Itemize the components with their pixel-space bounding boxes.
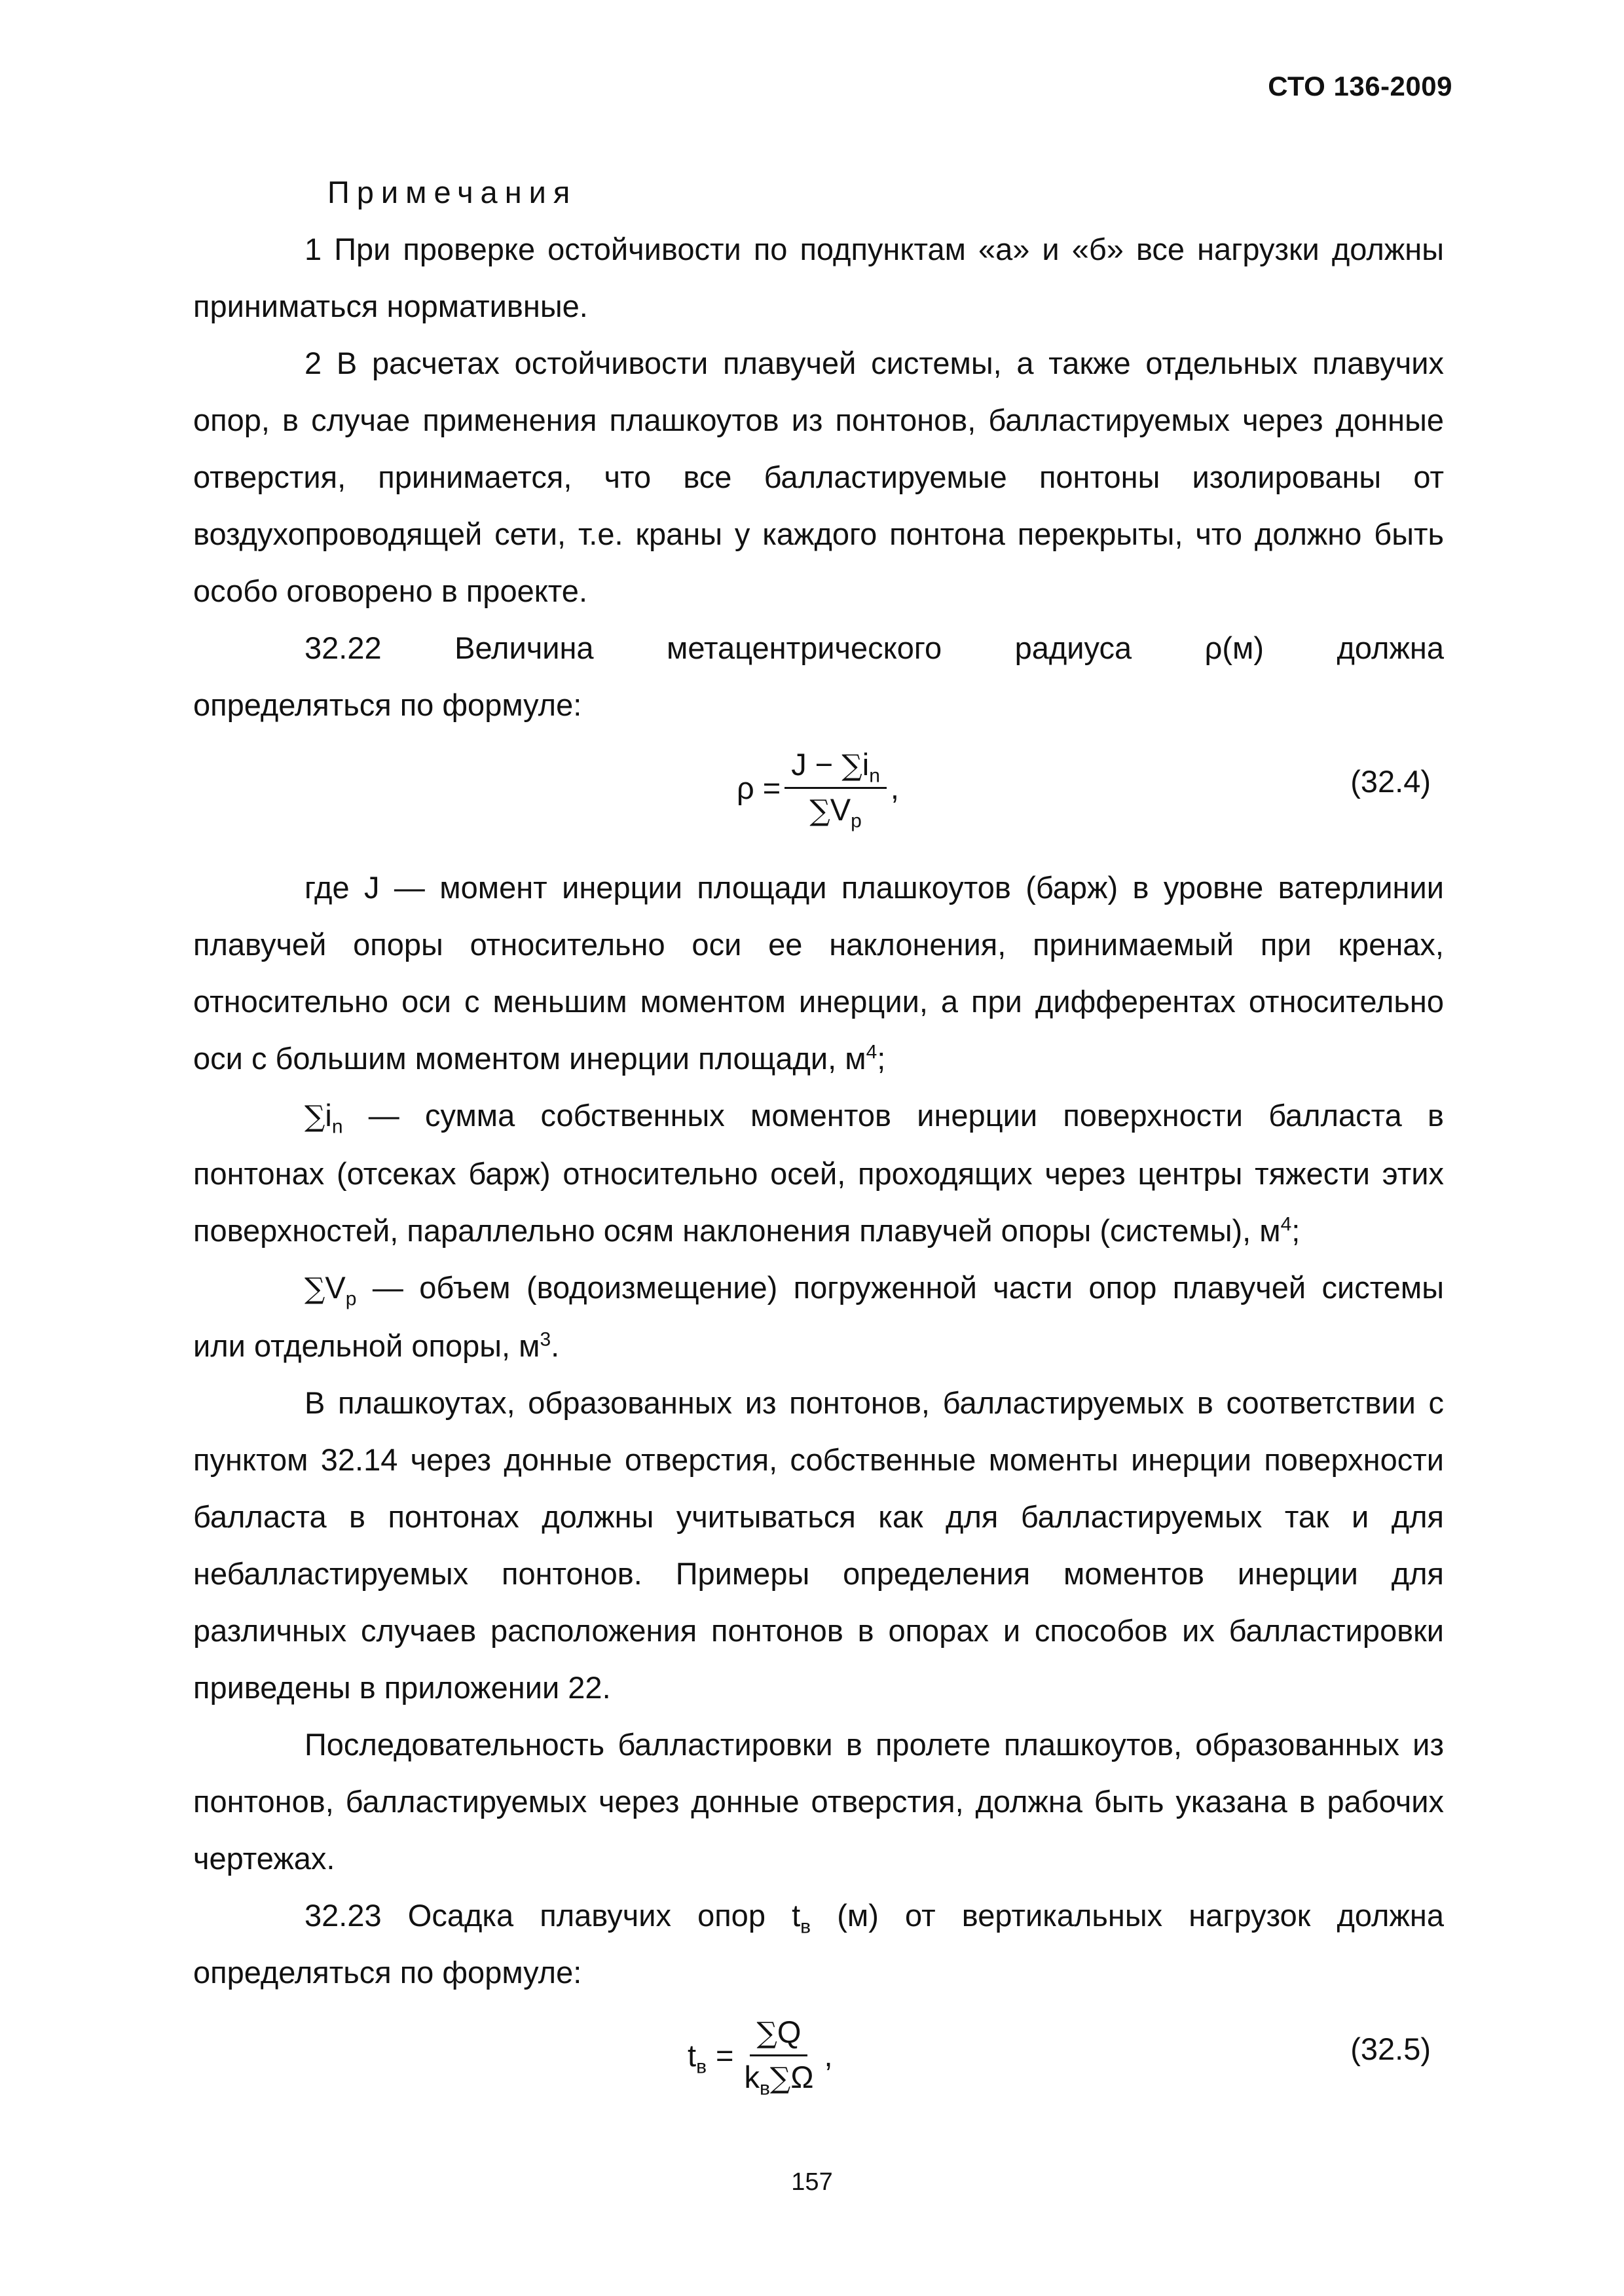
formula-32-4-comma: ,	[890, 771, 899, 805]
note-2: 2 В расчетах остойчивости плавучей системы, а также отдельных плавучих опор, в случае применения плашкоутов из понтонов, балластируемых через донные отверстия, принимается, что все балластируемые понтоны изолированы от воздухопроводящей сети, т.е. краны у каждого понтона перекрыты, что должно быть особо оговорено в проекте.	[193, 346, 1444, 608]
where-v-sup: 3	[540, 1328, 551, 1351]
where-i-tail: ;	[1291, 1213, 1301, 1248]
where-i-symbol: i	[325, 1098, 332, 1133]
formula-32-5-k-sub: в	[759, 2077, 770, 2100]
page-number: 157	[791, 2168, 833, 2196]
formula-32-5-k: k	[744, 2060, 760, 2094]
sigma-symbol: ∑	[769, 2062, 791, 2095]
formula-32-5-omega: Ω	[790, 2060, 814, 2094]
formula-32-5-denominator	[737, 2056, 820, 2098]
clause-32-23	[193, 1887, 1444, 2001]
formula-32-4-lhs: ρ =	[737, 771, 781, 805]
sigma-symbol: ∑	[304, 1100, 325, 1133]
paragraph-sequence: Последовательность балластировки в пролете плашкоутов, образованных из понтонов, балластируемых через донные отверстия, должна быть указана в рабочих чертежах.	[193, 1727, 1444, 1876]
where-j-tail: ;	[877, 1041, 886, 1076]
where-i-text: — сумма собственных моментов инерции поверхности балласта в понтонах (отсеках барж) относительно осей, проходящих через центры тяжести этих поверхностей, параллельно осям наклонения плавучей опоры (системы), м	[193, 1098, 1444, 1248]
where-i-definition	[193, 1087, 1444, 1259]
paragraph-pontoons: В плашкоутах, образованных из понтонов, балластируемых в соответствии с пунктом 32.14 через донные отверстия, собственные моменты инерции поверхности балласта в понтонах должны учитываться как для балластируемых так и для небалластируемых понтонов. Примеры определения моментов инерции для различных случаев расположения понтонов в опорах и способов их балластировки приведены в приложении 22.	[193, 1385, 1444, 1705]
sigma-symbol: ∑	[841, 749, 862, 782]
notes-title: Примечания	[327, 175, 578, 210]
formula-32-5-numerator	[750, 2013, 807, 2056]
formula-32-4-fraction	[784, 745, 887, 831]
formula-32-5-expression	[688, 2013, 833, 2098]
document-header-id: СТО 136-2009	[1268, 71, 1452, 101]
formula-32-5-lhs	[688, 2027, 707, 2084]
document-body	[193, 164, 1444, 2126]
sigma-symbol: ∑	[304, 1272, 325, 1305]
formula-32-4-number: (32.4)	[1350, 764, 1431, 799]
formula-32-5-t-sub: в	[696, 2056, 707, 2078]
clause-32-23-post: (м) от вертикальных нагрузок должна определяться по формуле:	[193, 1898, 1444, 1990]
formula-32-4-num-sub: n	[869, 765, 880, 787]
formula-32-5	[193, 2006, 1444, 2116]
clause-32-22-line2: определяться по формуле:	[193, 687, 582, 722]
formula-32-5-q: Q	[777, 2014, 802, 2049]
formula-32-5-fraction	[737, 2013, 820, 2098]
clause-32-23-pre: 32.23 Осадка плавучих опор t	[304, 1898, 801, 1933]
where-j-definition	[193, 859, 1444, 1087]
where-v-sub: p	[345, 1288, 357, 1310]
sigma-symbol: ∑	[809, 794, 830, 828]
formula-32-5-comma: ,	[824, 2038, 833, 2073]
formula-32-4-den-sub: p	[851, 810, 862, 832]
formula-32-4-denominator	[803, 789, 868, 831]
clause-32-23-sub: в	[800, 1916, 811, 1938]
formula-32-4-numerator	[784, 745, 887, 789]
where-v-tail: .	[551, 1328, 560, 1363]
formula-32-4-num-i: i	[862, 747, 870, 782]
where-v-definition	[193, 1259, 1444, 1374]
formula-32-4-den-v: V	[830, 792, 851, 827]
where-v-symbol: V	[325, 1270, 346, 1305]
where-i-sup: 4	[1280, 1213, 1292, 1235]
clause-32-22-line1: 32.22 Величина метацентрического радиуса ρ(м) должна	[304, 630, 1444, 665]
where-j-text: где J — момент инерции площади плашкоутов (барж) в уровне ватерлинии плавучей опоры относительно оси ее наклонения, принимаемый при кренах, относительно оси с меньшим моментом инерции, а при дифферентах относительно оси с большим моментом инерции площади, м	[193, 870, 1444, 1076]
where-v-text: — объем (водоизмещение) погруженной части опор плавучей системы или отдельной опоры, м	[193, 1270, 1444, 1363]
formula-32-4-num-j: J −	[791, 747, 842, 782]
formula-32-5-equals: =	[716, 2038, 734, 2073]
note-1: 1 При проверке остойчивости по подпунктам «а» и «б» все нагрузки должны приниматься нормативные.	[193, 232, 1444, 323]
where-j-sup: 4	[866, 1041, 877, 1063]
where-i-sub: n	[331, 1116, 343, 1138]
formula-32-4-expression	[737, 745, 899, 831]
formula-32-5-t: t	[688, 2038, 697, 2073]
sigma-symbol: ∑	[756, 2016, 777, 2050]
formula-32-5-number: (32.5)	[1350, 2032, 1431, 2066]
formula-32-4	[193, 738, 1444, 848]
